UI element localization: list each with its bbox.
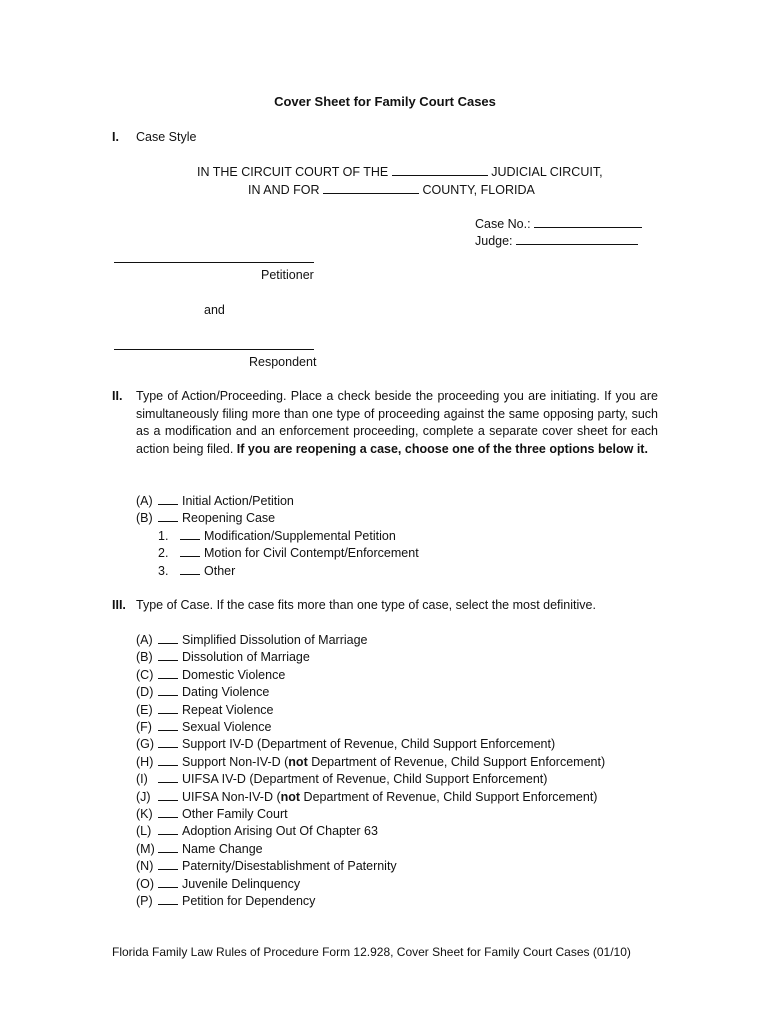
- option-label: Adoption Arising Out Of Chapter 63: [182, 824, 378, 839]
- option-letter: (K): [136, 807, 153, 822]
- checkbox-line[interactable]: [158, 823, 178, 835]
- option-letter: (O): [136, 876, 155, 891]
- section-2-number: [112, 389, 122, 403]
- case-type-option-b[interactable]: [136, 649, 605, 666]
- option-letter: (B): [136, 511, 153, 526]
- section-2-bold-text: If you are reopening a case, choose one of the three options below it.: [236, 441, 648, 456]
- action-option-a[interactable]: [136, 493, 419, 510]
- case-type-option-a[interactable]: [136, 632, 605, 649]
- option-label: Juvenile Delinquency: [182, 876, 301, 891]
- section-3-number: III.: [112, 598, 126, 612]
- court-line-1-prefix: IN THE CIRCUIT COURT OF THE: [197, 165, 389, 179]
- reopen-option-3[interactable]: [136, 563, 419, 580]
- judge-row: [475, 233, 638, 248]
- case-type-option-p[interactable]: [136, 893, 605, 910]
- checkbox-line[interactable]: [158, 632, 178, 644]
- case-type-option-c[interactable]: [136, 667, 605, 684]
- checkbox-line[interactable]: [158, 841, 178, 853]
- option-label: Name Change: [182, 841, 263, 856]
- case-type-option-e[interactable]: [136, 702, 605, 719]
- option-label: Simplified Dissolution of Marriage: [182, 633, 368, 647]
- reopen-option-1[interactable]: [136, 528, 419, 545]
- checkbox-line[interactable]: [158, 893, 178, 905]
- option-label: Motion for Civil Contempt/Enforcement: [204, 546, 419, 561]
- case-type-option-j[interactable]: [136, 789, 605, 806]
- court-line-2-suffix: COUNTY, FLORIDA: [422, 183, 535, 197]
- circuit-blank[interactable]: [392, 164, 488, 176]
- option-number: 3.: [158, 563, 169, 578]
- option-letter: (C): [136, 667, 154, 682]
- checkbox-line[interactable]: [158, 702, 178, 714]
- judge-label: Judge:: [475, 234, 513, 248]
- option-letter: (B): [136, 650, 153, 665]
- case-number-field[interactable]: [534, 216, 642, 228]
- option-label: Other Family Court: [182, 807, 288, 822]
- option-label: Initial Action/Petition: [182, 494, 294, 508]
- section-1-label: Case Style: [136, 130, 197, 144]
- option-label: Dissolution of Marriage: [182, 650, 310, 665]
- checkbox-line[interactable]: [180, 563, 200, 575]
- option-label-prefix: Support Non-IV-D (: [182, 754, 289, 769]
- checkbox-line[interactable]: [158, 876, 178, 888]
- court-line-1: [197, 164, 603, 179]
- county-blank[interactable]: [323, 182, 419, 194]
- option-label: Reopening Case: [182, 511, 276, 526]
- case-type-option-k[interactable]: [136, 806, 605, 823]
- option-letter: (H): [136, 754, 154, 769]
- option-label-emphasis: not: [288, 754, 308, 769]
- option-letter: (L): [136, 824, 152, 839]
- case-type-option-d[interactable]: [136, 684, 605, 701]
- checkbox-line[interactable]: [158, 510, 178, 522]
- action-type-options: [136, 493, 419, 580]
- option-letter: (D): [136, 685, 154, 700]
- option-label: Other: [204, 563, 236, 578]
- option-label-prefix: UIFSA Non-IV-D (: [182, 789, 281, 804]
- section-3-heading: [112, 598, 596, 612]
- option-letter: (A): [136, 494, 153, 508]
- option-label-suffix: Department of Revenue, Child Support Enforcement): [300, 789, 598, 804]
- section-1-number: I.: [112, 130, 119, 144]
- option-number: 1.: [158, 528, 169, 543]
- option-label-suffix: Department of Revenue, Child Support Enforcement): [307, 754, 606, 769]
- section-2-text: Type of Action/Proceeding. Place a check beside the proceeding you are initiating. If you are simultaneously filing more than one type of proceeding against the same opposing party, such as a modification and an enforcement proceeding, complete a separate cover sheet for each action being filed.: [136, 389, 658, 456]
- reopen-option-2[interactable]: [136, 545, 419, 562]
- option-letter: (F): [136, 720, 152, 735]
- court-line-2-prefix: IN AND FOR: [248, 183, 320, 197]
- judge-field[interactable]: [516, 233, 638, 245]
- option-label: Domestic Violence: [182, 667, 286, 682]
- option-letter: (M): [136, 841, 155, 856]
- section-3-text: Type of Case. If the case fits more than one type of case, select the most definitive.: [136, 598, 596, 612]
- checkbox-line[interactable]: [158, 789, 178, 801]
- case-type-option-g[interactable]: [136, 736, 605, 753]
- case-type-option-i[interactable]: [136, 771, 605, 788]
- respondent-signature-line[interactable]: [114, 349, 314, 350]
- option-letter: (G): [136, 737, 155, 752]
- option-label: Support IV-D (Department of Revenue, Child Support Enforcement): [182, 737, 556, 752]
- checkbox-line[interactable]: [158, 754, 178, 766]
- checkbox-line[interactable]: [158, 649, 178, 661]
- option-label: Paternity/Disestablishment of Paternity: [182, 859, 397, 874]
- option-label: Dating Violence: [182, 685, 270, 700]
- case-type-options: [136, 632, 605, 911]
- checkbox-line[interactable]: [158, 684, 178, 696]
- checkbox-line[interactable]: [180, 545, 200, 557]
- option-letter: (N): [136, 859, 154, 874]
- court-line-2: [248, 182, 535, 197]
- checkbox-line[interactable]: [158, 493, 178, 505]
- option-letter: (I): [136, 772, 148, 787]
- option-label: Repeat Violence: [182, 702, 274, 717]
- case-number-row: [475, 216, 642, 231]
- option-letter: (E): [136, 702, 153, 717]
- case-type-option-l[interactable]: [136, 823, 605, 840]
- checkbox-line[interactable]: [180, 528, 200, 540]
- case-type-option-m[interactable]: [136, 841, 605, 858]
- option-label-emphasis: not: [280, 789, 301, 804]
- case-number-label: Case No.:: [475, 217, 531, 231]
- option-letter: (J): [136, 789, 151, 804]
- checkbox-line[interactable]: [158, 719, 178, 731]
- document-title: Cover Sheet for Family Court Cases: [274, 94, 496, 109]
- petitioner-label: Petitioner: [261, 268, 314, 282]
- option-label: Petition for Dependency: [182, 894, 316, 909]
- checkbox-line[interactable]: [158, 667, 178, 679]
- option-label: Sexual Violence: [182, 720, 272, 735]
- court-line-1-suffix: JUDICIAL CIRCUIT,: [491, 165, 603, 179]
- and-label: and: [204, 303, 225, 317]
- checkbox-line[interactable]: [158, 771, 178, 783]
- case-type-option-n[interactable]: [136, 858, 605, 875]
- option-letter: (P): [136, 894, 153, 909]
- checkbox-line[interactable]: [158, 858, 178, 870]
- checkbox-line[interactable]: [158, 806, 178, 818]
- option-label: Modification/Supplemental Petition: [204, 528, 396, 543]
- option-number: 2.: [158, 546, 169, 561]
- form-footer: Florida Family Law Rules of Procedure Form 12.928, Cover Sheet for Family Court Cases (01/10): [112, 945, 631, 959]
- case-type-option-o[interactable]: [136, 876, 605, 893]
- respondent-label: Respondent: [249, 355, 317, 369]
- checkbox-line[interactable]: [158, 736, 178, 748]
- action-option-b[interactable]: [136, 510, 419, 527]
- section-2-number-text: II.: [112, 389, 123, 403]
- option-letter: (A): [136, 633, 153, 647]
- section-1-heading: [112, 130, 197, 144]
- section-2-instructions: [136, 388, 658, 458]
- case-type-option-f[interactable]: [136, 719, 605, 736]
- option-label: UIFSA IV-D (Department of Revenue, Child Support Enforcement): [182, 772, 548, 787]
- petitioner-signature-line[interactable]: [114, 262, 314, 263]
- case-type-option-h[interactable]: [136, 754, 605, 771]
